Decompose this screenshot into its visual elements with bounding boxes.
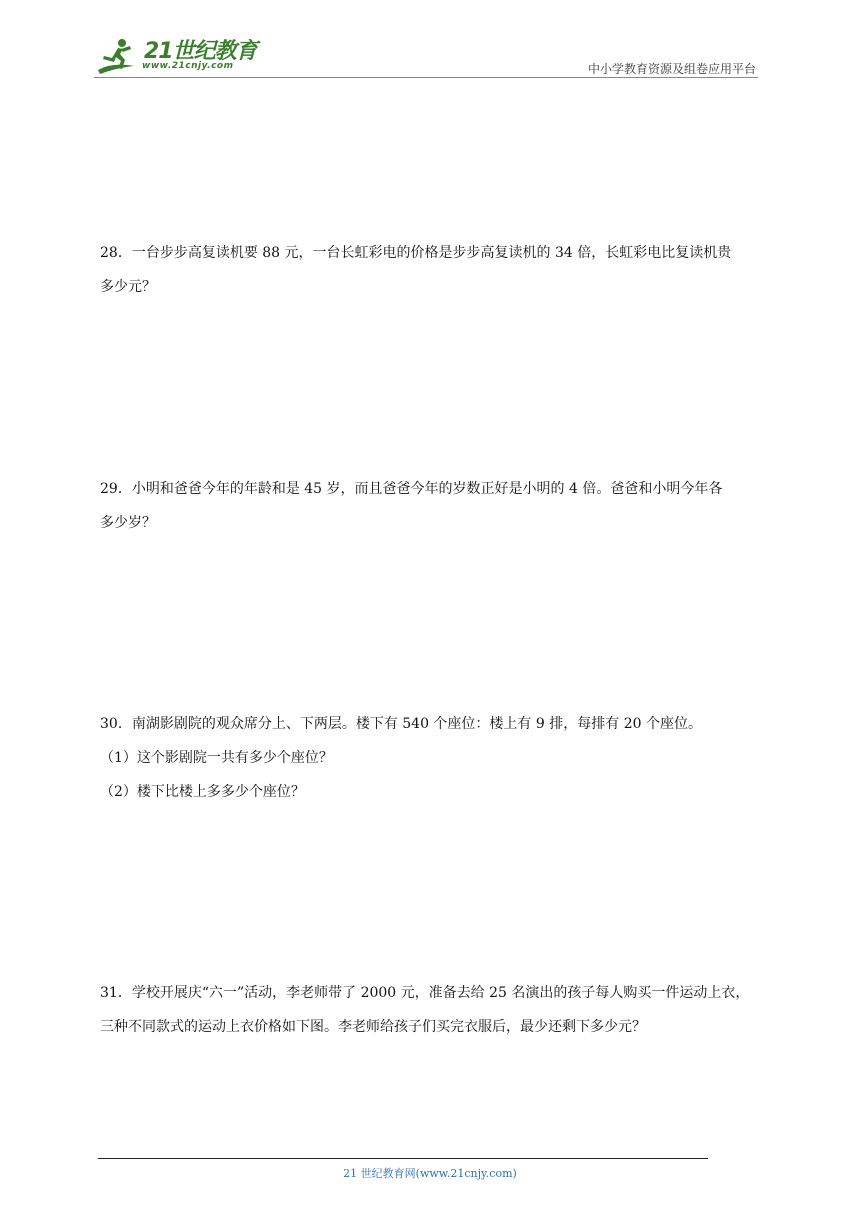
question-text: 多少岁？ (100, 515, 156, 531)
sub-question-1: （1）这个影剧院一共有多少个座位？ (100, 750, 333, 766)
site-logo (94, 34, 264, 76)
question-text: 三种不同款式的运动上衣价格如下图。李老师给孩子们买完衣服后，最少还剩下多少元？ (100, 1019, 646, 1035)
sub-question-2: （2）楼下比楼上多多少个座位？ (100, 784, 305, 800)
question-text: 29．小明和爸爸今年的年龄和是 45 岁，而且爸爸今年的岁数正好是小明的 4 倍。爸爸和小明今年各 (100, 481, 723, 497)
header-divider (94, 77, 758, 78)
question-text: 多少元？ (100, 279, 156, 295)
logo-url: www.21cnjy.com (142, 61, 234, 71)
platform-title: 中小学教育资源及组卷应用平台 (587, 62, 756, 76)
runner-logo-icon (94, 36, 140, 76)
question-text: 28．一台步步高复读机要 88 元，一台长虹彩电的价格是步步高复读机的 34 倍，长虹彩电比复读机贵 (100, 245, 732, 261)
question-text: 31．学校开展庆“六一”活动，李老师带了 2000 元，准备去给 25 名演出的孩子每人购买一件运动上衣， (100, 985, 750, 1001)
question-29 (100, 472, 764, 540)
question-text: 30．南湖影剧院的观众席分上、下两层。楼下有 540 个座位：楼上有 9 排，每排有 20 个座位。 (100, 716, 702, 732)
page-header (0, 0, 860, 80)
question-30 (100, 707, 764, 809)
footer-divider (98, 1158, 708, 1159)
logo-text: 21世纪教育 (144, 39, 257, 64)
question-31 (100, 976, 764, 1044)
question-28 (100, 236, 764, 304)
footer-link[interactable]: 21 世纪教育网(www.21cnjy.com) (343, 1167, 517, 1180)
